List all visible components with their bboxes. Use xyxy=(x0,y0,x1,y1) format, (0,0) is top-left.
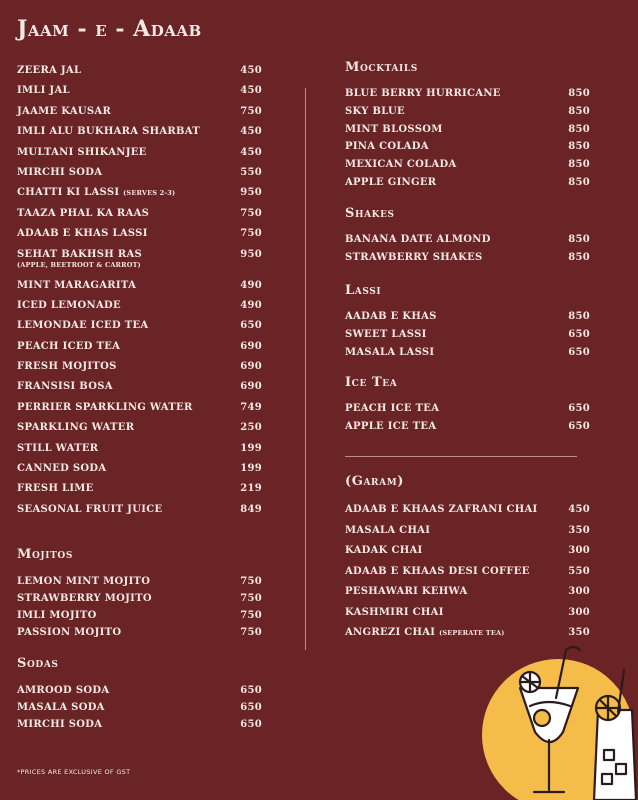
item-price: 850 xyxy=(568,88,590,99)
item-price: 490 xyxy=(240,299,262,311)
item-name-wrap xyxy=(17,86,70,96)
menu-item xyxy=(345,587,590,608)
menu-item xyxy=(17,464,262,484)
menu-item xyxy=(345,526,590,547)
item-price: 650 xyxy=(568,403,590,414)
item-price: 850 xyxy=(568,176,590,188)
item-price: 850 xyxy=(568,234,590,245)
item-name: MASALA CHAI xyxy=(345,524,431,536)
item-name: TAAZA PHAL KA RAAS xyxy=(17,207,150,219)
menu-item xyxy=(17,107,262,127)
item-name: BANANA DATE ALMOND xyxy=(345,234,491,245)
item-price: 750 xyxy=(240,207,262,219)
menu-item xyxy=(17,594,262,611)
item-name: MIRCHI SODA xyxy=(17,719,103,730)
item-price: 690 xyxy=(240,381,262,393)
item-name: PESHAWARI KEHWA xyxy=(345,586,468,597)
horizontal-divider xyxy=(345,456,577,457)
menu-item xyxy=(17,188,262,208)
item-name-wrap xyxy=(345,235,491,245)
item-name-wrap xyxy=(17,148,147,158)
menu-item xyxy=(17,168,262,188)
menu-item xyxy=(345,348,590,366)
item-price: 350 xyxy=(568,627,590,638)
item-name-wrap xyxy=(17,250,142,269)
item-name: SEASONAL FRUIT JUICE xyxy=(17,503,163,515)
menu-item xyxy=(345,330,590,348)
menu-item xyxy=(17,720,262,737)
item-name-wrap xyxy=(17,301,121,311)
item-price: 300 xyxy=(568,586,590,597)
item-name-wrap xyxy=(17,484,94,494)
item-name: AMROOD SODA xyxy=(17,685,110,696)
sodas-section xyxy=(17,656,262,737)
section-title: (Garam) xyxy=(345,474,405,489)
item-name-wrap xyxy=(17,168,102,178)
item-name: KASHMIRI CHAI xyxy=(345,606,444,618)
item-name: FRANSISI BOSA xyxy=(17,381,113,393)
menu-item xyxy=(345,178,590,196)
item-price: 850 xyxy=(568,251,590,263)
item-name: SPARKLING WATER xyxy=(17,422,135,434)
menu-item xyxy=(17,403,262,423)
item-name-wrap xyxy=(345,404,439,414)
item-name-wrap xyxy=(17,362,117,372)
menu-item xyxy=(17,127,262,147)
item-price: 749 xyxy=(240,401,262,413)
item-name-wrap xyxy=(17,342,120,352)
menu-item xyxy=(345,160,590,178)
menu-item xyxy=(345,505,590,526)
item-name: SWEET LASSI xyxy=(345,328,427,340)
menu-item xyxy=(17,342,262,362)
menu-item xyxy=(17,703,262,720)
menu-item xyxy=(17,444,262,464)
item-name-wrap xyxy=(17,594,152,604)
menu-item xyxy=(17,362,262,382)
menu-item xyxy=(17,423,262,443)
menu-item xyxy=(345,312,590,330)
item-price: 850 xyxy=(568,141,590,153)
item-name: STRAWBERRY SHAKES xyxy=(345,251,483,263)
menu-item xyxy=(345,608,590,629)
item-price: 650 xyxy=(240,719,262,730)
menu-item xyxy=(17,628,262,645)
item-price: 450 xyxy=(240,85,262,97)
menu-item xyxy=(17,301,262,321)
item-price: 350 xyxy=(568,524,590,536)
item-price: 219 xyxy=(240,483,262,495)
item-name: BLUE BERRY HURRICANE xyxy=(345,88,501,99)
item-name: PEACH ICED TEA xyxy=(17,340,121,352)
menu-item xyxy=(345,253,590,271)
item-name-wrap xyxy=(17,229,148,239)
item-name: KADAK CHAI xyxy=(345,545,423,556)
item-name-wrap xyxy=(17,423,134,433)
item-name-wrap xyxy=(17,628,121,638)
menu-item xyxy=(345,107,590,125)
menu-item xyxy=(345,404,590,422)
item-name-wrap xyxy=(17,382,113,392)
item-name-wrap xyxy=(345,628,505,638)
section-title: Mocktails xyxy=(345,60,418,75)
item-price: 850 xyxy=(568,159,590,171)
item-name: STRAWBERRY MOJITO xyxy=(17,593,152,604)
item-name: PEACH ICE TEA xyxy=(345,403,440,414)
item-name-wrap xyxy=(345,142,429,152)
item-name-wrap xyxy=(345,330,427,340)
menu-item xyxy=(345,142,590,160)
item-price: 650 xyxy=(240,685,262,696)
item-price: 199 xyxy=(240,442,262,454)
section-title: Ice Tea xyxy=(345,375,398,390)
menu-item xyxy=(17,321,262,341)
menu-item xyxy=(345,89,590,107)
item-name-wrap xyxy=(17,703,105,713)
menu-item xyxy=(17,505,262,525)
item-name: APPLE ICE TEA xyxy=(345,420,437,432)
item-name-wrap xyxy=(345,567,530,577)
item-name: SKY BLUE xyxy=(345,105,405,117)
item-name: ADAAB E KHAAS DESI COFFEE xyxy=(345,565,530,577)
item-price: 650 xyxy=(240,702,262,713)
menu-item xyxy=(17,577,262,594)
item-name-wrap xyxy=(345,125,443,135)
item-name-wrap xyxy=(17,127,200,137)
menu-item xyxy=(345,546,590,567)
item-name: LEMONDAE ICED TEA xyxy=(17,320,149,332)
mocktails-section xyxy=(345,60,590,196)
item-name: ZEERA JAL xyxy=(17,65,82,76)
item-price: 300 xyxy=(568,545,590,556)
item-price: 750 xyxy=(240,627,262,638)
menu-title: Jaam - e - Adaab xyxy=(17,16,202,42)
item-name: ANGREZI CHAI xyxy=(345,627,436,638)
mojitos-section xyxy=(17,547,262,645)
item-price: 300 xyxy=(568,606,590,618)
item-price: 750 xyxy=(240,105,262,117)
item-name-wrap xyxy=(17,505,162,515)
item-name: FRESH LIME xyxy=(17,483,94,495)
item-name-wrap xyxy=(345,253,483,263)
item-name-wrap xyxy=(345,160,457,170)
item-subtitle: (APPLE, BEETROOT & CARROT) xyxy=(17,260,141,269)
menu-item xyxy=(17,86,262,106)
menu-item xyxy=(17,209,262,229)
item-price: 850 xyxy=(568,123,590,135)
item-name: ICED LEMONADE xyxy=(17,299,121,311)
item-name-wrap xyxy=(17,577,150,587)
item-name-wrap xyxy=(345,526,430,536)
item-name-wrap xyxy=(345,89,501,99)
item-name-wrap xyxy=(345,348,434,358)
menu-item xyxy=(17,66,262,86)
cocktail-illustration-icon xyxy=(438,640,638,800)
item-name-wrap xyxy=(345,608,444,618)
item-name: LEMON MINT MOJITO xyxy=(17,576,151,587)
item-price: 650 xyxy=(240,320,262,332)
item-name: MASALA LASSI xyxy=(345,346,435,358)
item-price: 650 xyxy=(568,420,590,432)
item-price: 550 xyxy=(240,166,262,178)
section-title: Lassi xyxy=(345,283,382,298)
section-title: Mojitos xyxy=(17,547,73,562)
item-name: MULTANI SHIKANJEE xyxy=(17,146,147,158)
item-name-wrap xyxy=(345,422,436,432)
item-price: 450 xyxy=(240,146,262,158)
item-name: PERRIER SPARKLING WATER xyxy=(17,401,193,413)
menu-item xyxy=(17,686,262,703)
item-name: PINA COLADA xyxy=(345,141,429,153)
item-price: 849 xyxy=(240,503,262,515)
item-name: APPLE GINGER xyxy=(345,176,437,188)
item-name: IMLI JAL xyxy=(17,85,70,97)
garam-section xyxy=(345,474,590,649)
item-name-wrap xyxy=(345,546,423,556)
menu-item xyxy=(345,567,590,588)
item-price: 850 xyxy=(568,105,590,117)
item-price: 850 xyxy=(568,311,590,322)
item-name: PASSION MOJITO xyxy=(17,627,122,638)
item-name: ADAAB E KHAS LASSI xyxy=(17,228,148,240)
item-name-wrap xyxy=(345,312,437,322)
item-price: 450 xyxy=(240,65,262,76)
item-note: (SERVES 2-3) xyxy=(123,189,176,198)
item-name-wrap xyxy=(17,107,111,117)
item-name: IMLI ALU BUKHARA SHARBAT xyxy=(17,126,201,138)
item-price: 750 xyxy=(240,593,262,604)
ice-tea-section xyxy=(345,375,590,440)
item-name-wrap xyxy=(17,444,98,454)
lassi-section xyxy=(345,283,590,365)
item-name: MINT BLOSSOM xyxy=(345,123,443,135)
item-name: MASALA SODA xyxy=(17,702,105,713)
item-name-wrap xyxy=(17,188,175,198)
item-name-wrap xyxy=(17,209,149,219)
item-name: MIRCHI SODA xyxy=(17,166,103,178)
item-name-wrap xyxy=(345,505,538,515)
section-title: Shakes xyxy=(345,206,395,221)
item-note: (SEPERATE TEA) xyxy=(439,629,505,637)
item-name: MINT MARAGARITA xyxy=(17,279,137,291)
item-price: 750 xyxy=(240,228,262,240)
item-name-wrap xyxy=(17,321,148,331)
menu-item xyxy=(345,235,590,253)
item-price: 490 xyxy=(240,279,262,291)
item-name-wrap xyxy=(345,107,405,117)
menu-item xyxy=(17,611,262,628)
item-price: 690 xyxy=(240,340,262,352)
shakes-section xyxy=(345,206,590,271)
item-name: FRESH MOJITOS xyxy=(17,361,117,373)
menu-item xyxy=(17,148,262,168)
menu-item xyxy=(17,281,262,301)
item-price: 950 xyxy=(240,248,262,260)
prices-note: *PRICES ARE EXCLUSIVE OF GST xyxy=(17,768,131,776)
item-price: 450 xyxy=(568,504,590,515)
section-title: Sodas xyxy=(17,656,59,671)
item-name-wrap xyxy=(345,587,468,597)
item-price: 199 xyxy=(240,463,262,475)
menu-item xyxy=(17,382,262,402)
menu-item xyxy=(345,125,590,143)
item-price: 750 xyxy=(240,576,262,587)
item-name: JAAME KAUSAR xyxy=(17,105,112,117)
item-name: CANNED SODA xyxy=(17,463,107,475)
item-name-wrap xyxy=(345,178,436,188)
menu-item xyxy=(17,484,262,504)
item-name: SEHAT BAKHSH RAS xyxy=(17,248,143,260)
item-name-wrap xyxy=(17,686,109,696)
item-price: 650 xyxy=(568,346,590,358)
item-price: 450 xyxy=(240,126,262,138)
item-price: 690 xyxy=(240,361,262,373)
item-name-wrap xyxy=(17,611,97,621)
menu-item xyxy=(17,229,262,249)
menu-item xyxy=(345,422,590,440)
item-price: 250 xyxy=(240,422,262,434)
item-name: STILL WATER xyxy=(17,442,99,454)
vertical-divider xyxy=(305,88,306,650)
item-name: MEXICAN COLADA xyxy=(345,159,457,171)
item-name-wrap xyxy=(17,403,193,413)
item-name-wrap xyxy=(17,720,102,730)
item-price: 950 xyxy=(240,187,262,199)
item-name: CHATTI KI LASSI xyxy=(17,187,120,199)
menu-item xyxy=(17,250,262,281)
left-drinks-list xyxy=(17,66,262,525)
item-price: 550 xyxy=(568,565,590,577)
item-name-wrap xyxy=(17,66,81,76)
item-price: 650 xyxy=(568,328,590,340)
item-name-wrap xyxy=(17,464,106,474)
item-name: IMLI MOJITO xyxy=(17,610,97,621)
item-price: 750 xyxy=(240,610,262,621)
item-name: AADAB E KHAS xyxy=(345,311,437,322)
item-name: ADAAB E KHAAS ZAFRANI CHAI xyxy=(345,504,538,515)
item-name-wrap xyxy=(17,281,136,291)
